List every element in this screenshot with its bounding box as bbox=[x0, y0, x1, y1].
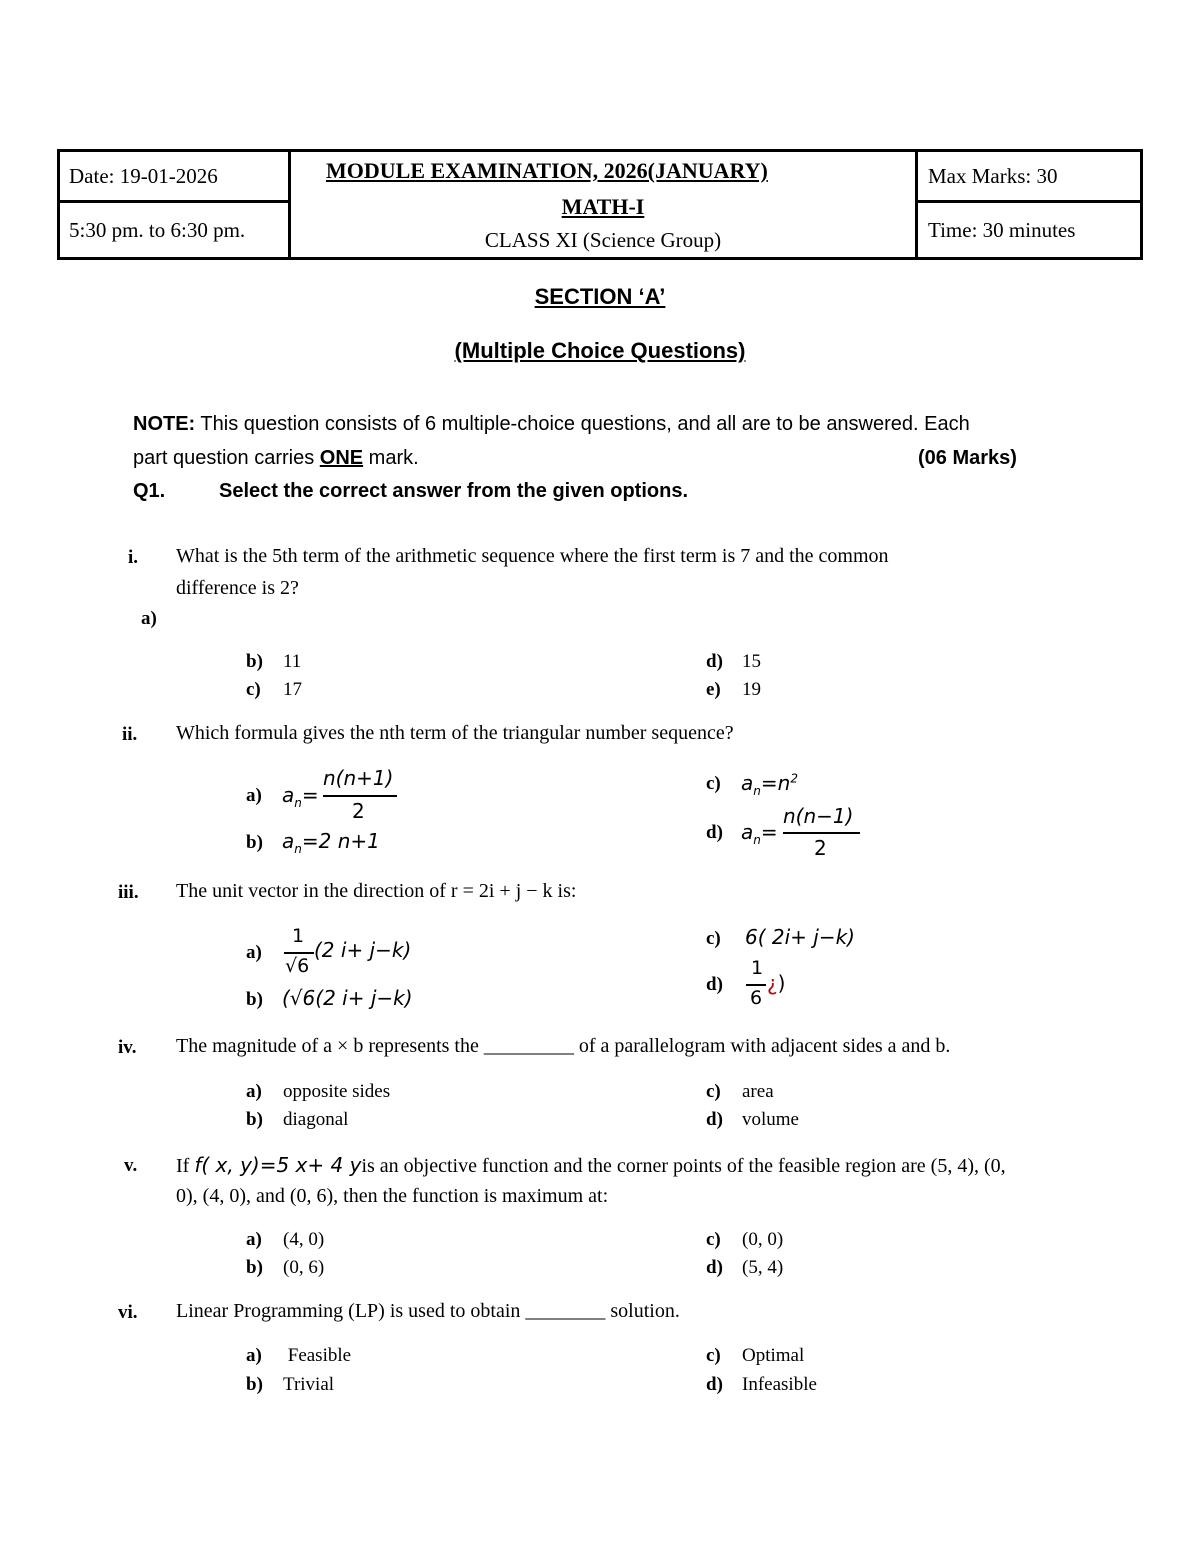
option-label: c) bbox=[706, 773, 721, 794]
option-text: diagonal bbox=[283, 1109, 349, 1130]
question-number: v. bbox=[124, 1155, 138, 1176]
question-text: The unit vector in the direction of r = 2i + j − k is: bbox=[176, 880, 577, 902]
header-table bbox=[57, 149, 1143, 260]
question-text: Linear Programming (LP) is used to obtain ________ solution. bbox=[176, 1300, 680, 1322]
option-label: b) bbox=[246, 1257, 263, 1278]
option-label: a) bbox=[246, 1345, 262, 1366]
option-text: (5, 4) bbox=[742, 1257, 784, 1278]
max-marks: Max Marks: 30 bbox=[928, 164, 1058, 188]
question-number: vi. bbox=[118, 1302, 138, 1323]
option-label: b) bbox=[246, 1109, 263, 1130]
option-label: a) bbox=[141, 608, 157, 629]
note-marks: (06 Marks) bbox=[918, 447, 1017, 469]
option-text: (4, 0) bbox=[283, 1229, 325, 1250]
question-text: 0), (4, 0), and (0, 6), then the function is maximum at: bbox=[176, 1185, 609, 1207]
option-label: c) bbox=[246, 679, 261, 700]
question-text: Which formula gives the nth term of the triangular number sequence? bbox=[176, 722, 734, 744]
option-text: 17 bbox=[283, 679, 302, 700]
option-label: b) bbox=[246, 651, 263, 672]
objective-function: f( x, y)=5 x+ 4 y bbox=[194, 1153, 362, 1177]
option-label: c) bbox=[706, 1345, 721, 1366]
option-label: d) bbox=[706, 1257, 723, 1278]
option-label: d) bbox=[706, 651, 723, 672]
note-line-2: part question carries ONE mark. bbox=[133, 447, 419, 469]
question-number: iv. bbox=[118, 1037, 137, 1058]
option-text: area bbox=[742, 1081, 774, 1102]
option-label: e) bbox=[706, 679, 721, 700]
option-label: a) bbox=[246, 1081, 262, 1102]
class-title: CLASS XI (Science Group) bbox=[484, 228, 722, 252]
option-label: d) bbox=[706, 1374, 723, 1395]
option-label: b) bbox=[246, 832, 263, 853]
option-label: d) bbox=[706, 974, 723, 995]
fraction-numerator: n(n−1) bbox=[783, 804, 854, 828]
option-label: a) bbox=[246, 1229, 262, 1250]
option-text: 15 bbox=[742, 651, 761, 672]
table-divider bbox=[60, 200, 288, 203]
question-number: iii. bbox=[118, 882, 139, 903]
exam-date: Date: 19-01-2026 bbox=[69, 164, 218, 188]
option-text: Feasible bbox=[283, 1345, 352, 1366]
table-divider bbox=[918, 200, 1143, 203]
q1-instruction: Select the correct answer from the given options. bbox=[219, 480, 689, 502]
option-text: 19 bbox=[742, 679, 761, 700]
formula-b: (√6(2 i+ j−k) bbox=[282, 986, 413, 1010]
formula-rest: ¿) bbox=[767, 971, 786, 995]
formula-rest: (2 i+ j−k) bbox=[314, 938, 412, 962]
exam-duration: Time: 30 minutes bbox=[928, 218, 1076, 242]
table-divider bbox=[915, 152, 918, 257]
fraction-denominator: 6 bbox=[750, 987, 763, 1009]
question-number: ii. bbox=[122, 724, 138, 745]
section-title: SECTION ‘A’ bbox=[534, 284, 666, 309]
option-label: c) bbox=[706, 1229, 721, 1250]
option-text: (0, 0) bbox=[742, 1229, 784, 1250]
formula-c: 6( 2i+ j−k) bbox=[745, 925, 855, 949]
formula-d-lhs: $a_n=$ bbox=[741, 820, 778, 847]
fraction-denominator: 2 bbox=[352, 799, 365, 823]
fraction-denominator: √6 bbox=[285, 955, 310, 977]
option-label: d) bbox=[706, 822, 723, 843]
formula-c: $a_n=n^2$ bbox=[741, 771, 798, 798]
option-text: opposite sides bbox=[283, 1081, 391, 1102]
q1-number: Q1. bbox=[133, 480, 166, 502]
fraction-bar bbox=[746, 984, 766, 986]
question-number: i. bbox=[128, 547, 139, 568]
fraction-numerator: 1 bbox=[751, 957, 764, 979]
option-label: c) bbox=[706, 1081, 721, 1102]
note-text: This question consists of 6 multiple-choice questions, and all are to be answered. Each bbox=[195, 413, 970, 435]
question-text: If f( x, y)=5 x+ 4 yis an objective function and the corner points of the feasible region are (5, 4), (0, bbox=[176, 1153, 1006, 1177]
formula-a-lhs: $a_n=$ bbox=[282, 783, 319, 810]
exam-time-range: 5:30 pm. to 6:30 pm. bbox=[69, 218, 246, 242]
question-text: difference is 2? bbox=[176, 577, 299, 599]
subject-title: MATH-I bbox=[561, 194, 645, 219]
note-one: ONE bbox=[319, 447, 364, 469]
fraction-numerator: 1 bbox=[292, 925, 305, 947]
option-text: 11 bbox=[283, 651, 302, 672]
fraction-bar bbox=[323, 795, 397, 797]
option-label: c) bbox=[706, 928, 721, 949]
option-text: Optimal bbox=[742, 1345, 805, 1366]
exam-title: MODULE EXAMINATION, 2026(JANUARY) bbox=[326, 158, 768, 183]
fraction-bar bbox=[783, 832, 860, 834]
option-label: b) bbox=[246, 1374, 263, 1395]
option-label: a) bbox=[246, 785, 262, 806]
option-text: Infeasible bbox=[742, 1374, 817, 1395]
option-text: volume bbox=[742, 1109, 799, 1130]
option-label: a) bbox=[246, 942, 262, 963]
note-label: NOTE: bbox=[133, 413, 196, 435]
fraction-numerator: n(n+1) bbox=[323, 766, 394, 790]
question-text: What is the 5th term of the arithmetic sequence where the first term is 7 and the common bbox=[176, 545, 889, 567]
question-text: The magnitude of a × b represents the _________ of a parallelogram with adjacent sides a and b. bbox=[176, 1035, 951, 1057]
fraction-denominator: 2 bbox=[814, 836, 827, 860]
fraction-bar bbox=[284, 952, 314, 954]
option-label: b) bbox=[246, 989, 263, 1010]
formula-b: $a_n=2$ n+1 bbox=[282, 829, 380, 856]
option-text: Trivial bbox=[283, 1374, 335, 1395]
note-line-1 bbox=[133, 413, 970, 436]
option-text: (0, 6) bbox=[283, 1257, 325, 1278]
option-label: d) bbox=[706, 1109, 723, 1130]
section-subtitle: (Multiple Choice Questions) bbox=[454, 338, 746, 363]
